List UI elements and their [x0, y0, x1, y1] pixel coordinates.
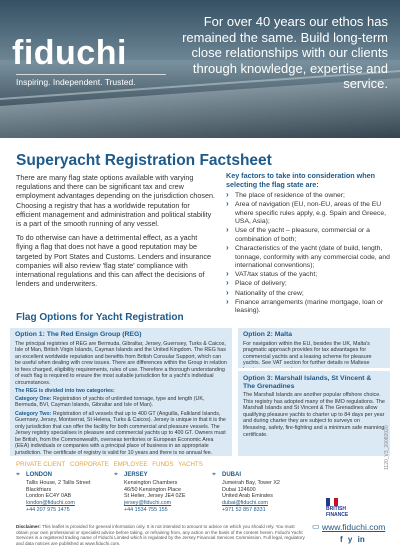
intro-text: [16, 173, 216, 293]
office-phone[interactable]: +971 52 857 8331: [222, 506, 266, 513]
option-2-text: For navigation within the EU, besides the UK, Malta's pragmatic approach provides for tax advantages for commercial yachts and a leasing scheme for pleasure yachts. See VAT section for further details re Maltese: [243, 340, 372, 367]
factor-item: › Finance arrangements (marine mortgage, loan or leasing).: [226, 299, 390, 316]
option-3-panel: [238, 371, 390, 456]
option-3-heading: Option 3: Marshall Islands, St Vincent & The Grenadines: [243, 375, 372, 390]
option-1-heading: Option 1: The Red Ensign Group (REG): [15, 331, 142, 338]
option-1-panel: [10, 328, 232, 456]
office-address-line: Dubai 124600: [222, 486, 256, 493]
office-address-line: London EC4Y 0AB: [26, 493, 72, 500]
office-address-line: Tallis House, 2 Tallis Street: [26, 479, 91, 486]
tagline: Inspiring. Independent. Trusted.: [16, 77, 136, 87]
key-factors: [226, 171, 390, 316]
office-name: DUBAI: [222, 472, 241, 478]
option-1-intro: The principal registries of REG are Bermuda, Gibraltar, Jersey, Guernsey, Turks & Caicos, Isle of Man, British Virgin Islands, Cayman Islands and the United Kingdom. The REG has an excellent worldwide reputation and benefits from British Consular Support, which can be useful when dealing with crew issues. There are differences within the Group in relation to fees charged, eligibility requirements, rules of use. Therefore a thorough understanding of each flag is required to ensure the most suitable jurisdiction for a yacht's individual circumstances.: [15, 340, 227, 386]
factor-item: › The place of residence of the owner;: [226, 192, 390, 201]
key-factors-heading: Key factors to take into consideration when selecting the flag state are:: [226, 171, 375, 189]
category-one: [15, 396, 227, 409]
youtube-icon[interactable]: y: [347, 535, 353, 544]
office-address-line: Kensington Chambers: [124, 479, 178, 486]
web-icon: ▭: [312, 522, 320, 531]
factor-item: › Use of the yacht – pleasure, commercial or a combination of both;: [226, 227, 390, 244]
fiduchi-logo: fiduchi: [12, 34, 127, 72]
facebook-icon[interactable]: f: [340, 535, 343, 544]
office-email-link[interactable]: dubai@fiduchi.com: [222, 500, 268, 507]
category-two-text: Registration of all vessels that up to 400 GT (Anguilla, Falkland Islands, Guernsey, Jersey, Montserrat, St Helena, Turks & Caicos). Jersey is unique in that it is the only jurisdiction that can offer the facility for both commercial and pleasure vessels. The Jersey registry specialises in pleasure and commercial yachts up to 400 GT. Owners must be British, from the Commonwealth, overseas territories or European Economic Area (EEA) individuals or companies with a principal place of business in an appropriate jurisdiction. The certificate of registry is valid for 10 years and there is no annual fee.: [15, 410, 226, 456]
location-pin-icon: ⌖: [212, 471, 216, 478]
office-name: LONDON: [26, 472, 52, 478]
option-2-heading: Option 2: Malta: [243, 331, 293, 338]
office-contacts: [16, 472, 316, 518]
options-title: Flag Options for Yacht Registration: [16, 312, 184, 323]
british-finance-text: BRITISH FINANCE: [326, 506, 349, 518]
category-two: [15, 411, 227, 457]
office-email-link[interactable]: jersey@fiduchi.com: [124, 500, 172, 507]
social-links: [340, 535, 368, 544]
intro-paragraph: To do otherwise can have a detrimental effect, as a yacht flying a flag that does not have a good reputation may be targeted by Port States and Customs. Lenders and insurance companies will also review 'flag state' compliance with international regulations and this can affect the decisions of lenders and underwriters.: [16, 233, 211, 289]
disclaimer: [16, 524, 306, 547]
service-segments: [16, 461, 206, 468]
location-pin-icon: ⌖: [16, 471, 20, 478]
office-jersey: [114, 471, 212, 514]
page-title: Superyacht Registration Factsheet: [16, 152, 272, 169]
logo-divider: [16, 74, 166, 75]
office-name: JERSEY: [124, 472, 148, 478]
option-1-subheading: The REG is divided into two categories:: [15, 388, 115, 394]
hero-banner: [0, 0, 400, 138]
document-code: 1120_V3_20082020: [384, 425, 390, 470]
union-flag-icon: [326, 498, 338, 506]
office-london: [16, 471, 114, 514]
office-phone[interactable]: +44 207 975 1475: [26, 506, 70, 513]
office-address-line: Jumeirah Bay, Tower X2: [222, 479, 280, 486]
segment-employee: EMPLOYEE: [113, 461, 148, 468]
factor-item: › Nationality of the crew;: [226, 290, 390, 299]
key-factors-list: [226, 192, 390, 316]
office-address-line: United Arab Emirates: [222, 493, 273, 500]
category-one-label: Category One:: [15, 395, 52, 402]
disclaimer-text: This leaflet is provided for general information only. It is not intended to amount to advice on which you should rely. You must obtain your own professional or specialist advice before taking, or refraining from, any action on the basis of the content herein. Fiduchi Yacht Services is a registered trading name of Fiduchi Limited which is regulated by the Jersey Financial Services Commission. Full legal, regulatory and data notices are published at www.fiduchi.com.: [16, 524, 305, 547]
factor-item: › VAT/tax status of the yacht;: [226, 271, 390, 280]
factor-item: › Place of delivery;: [226, 280, 390, 289]
segment-funds: FUNDS: [152, 461, 174, 468]
office-phone[interactable]: +44 1534 755 155: [124, 506, 168, 513]
option-2-panel: [238, 328, 390, 368]
hero-quote: For over 40 years our ethos has remained the same. Build long-term close relationships with our clients through knowledge, expertise and service.: [182, 14, 388, 91]
linkedin-icon[interactable]: in: [357, 535, 365, 544]
website-link[interactable]: www.fiduchi.com: [322, 522, 386, 532]
category-two-label: Category Two:: [15, 410, 52, 417]
disclaimer-label: Disclaimer:: [16, 524, 41, 529]
office-address-line: 46/50 Kensington Place: [124, 486, 181, 493]
british-finance-logo: [326, 498, 366, 518]
segment-corporate: CORPORATE: [70, 461, 109, 468]
factor-item: › Area of navigation (EU, non-EU, areas of the EU where specific rules apply, e.g. Spain and Greece, USA, Asia);: [226, 201, 390, 227]
office-address-line: Blackfriars: [26, 486, 52, 493]
segment-private-client: PRIVATE CLIENT: [16, 461, 66, 468]
category-one-text: Registration of yachts of unlimited tonnage, type and length (UK, Bermuda, BVI, Cayman Islands, Gibraltar and Isle of Man).: [15, 395, 205, 408]
segment-yachts: YACHTS: [178, 461, 203, 468]
intro-paragraph: There are many flag state options available with varying regulations and there can be significant tax and crew employment advantages depending on the jurisdiction chosen. Choosing a registry that has a worldwide reputation for efficient management and administration and political stability is a part of the smooth running of any vessel.: [16, 173, 215, 229]
location-pin-icon: ⌖: [114, 471, 118, 478]
factor-item: › Characteristics of the yacht (date of build, length, tonnage, conformity with any commercial code, and international conventions);: [226, 245, 390, 271]
option-3-text: The Marshall Islands are another popular offshore choice. This registry has adopted many of the IMO regulations. The Marshall Islands and St Vincent & The Grenadines allow qualifying pleasure yachts to charter up to 84 days per year and during charter they are subject to surveys on lifesaving, safety, fire-fighting and a minimum safe manning certificate.: [243, 392, 385, 438]
office-dubai: [212, 471, 310, 514]
office-address-line: St Helier, Jersey JE4 0ZE: [124, 493, 186, 500]
office-email-link[interactable]: london@fiduchi.com: [26, 500, 75, 507]
